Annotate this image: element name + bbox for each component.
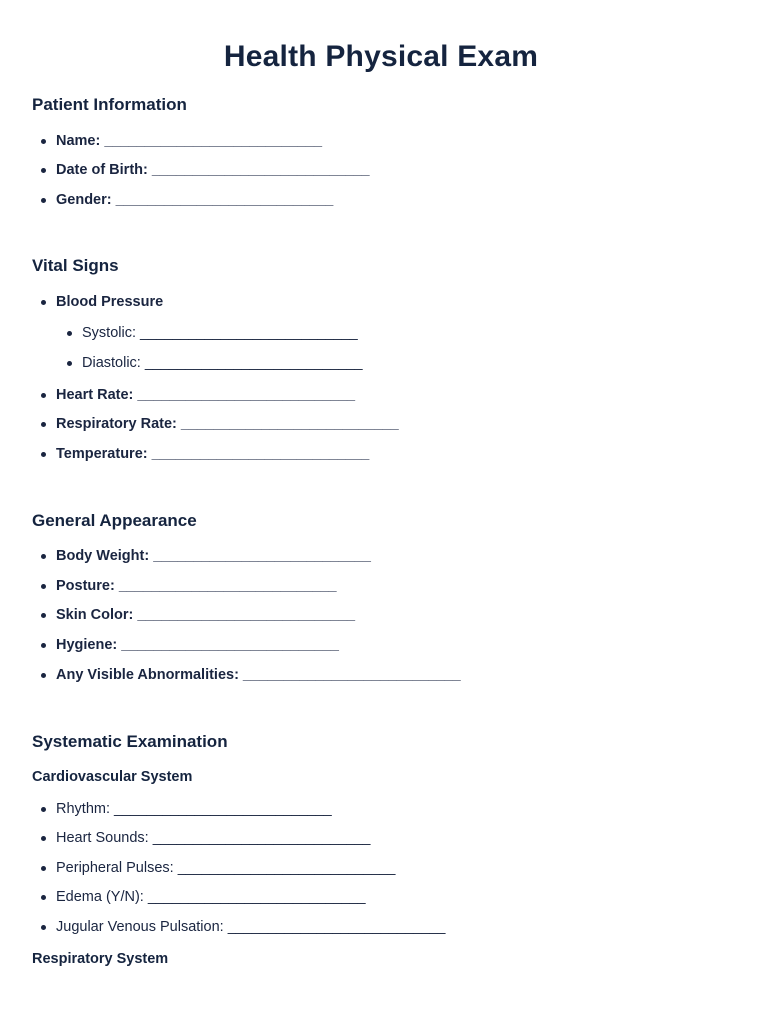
field-heart-rate: Heart Rate: ___________________________ xyxy=(56,387,356,403)
field-rhythm: Rhythm: ___________________________ xyxy=(56,801,332,817)
page-title: Health Physical Exam xyxy=(223,40,539,73)
field-heart-sounds: Heart Sounds: ___________________________ xyxy=(56,830,371,846)
section-heading-general-appearance: General Appearance xyxy=(32,511,197,530)
field-skin-color: Skin Color: ___________________________ xyxy=(56,607,356,623)
field-respiratory-rate: Respiratory Rate: ___________________________ xyxy=(56,416,399,432)
field-name: Name: ___________________________ xyxy=(56,133,323,149)
field-body-weight: Body Weight: ___________________________ xyxy=(56,548,371,564)
section-heading-vital-signs: Vital Signs xyxy=(32,256,119,275)
field-date-of-birth: Date of Birth: ___________________________ xyxy=(56,162,370,178)
field-systolic: Systolic: ___________________________ xyxy=(82,325,358,341)
subheading-respiratory-system: Respiratory System xyxy=(32,951,169,967)
field-jugular-venous-pulsation: Jugular Venous Pulsation: ___________________________ xyxy=(56,919,446,935)
field-hygiene: Hygiene: ___________________________ xyxy=(56,637,339,653)
field-gender: Gender: ___________________________ xyxy=(56,192,334,208)
field-diastolic: Diastolic: ___________________________ xyxy=(82,355,363,371)
field-posture: Posture: ___________________________ xyxy=(56,578,337,594)
field-visible-abnormalities: Any Visible Abnormalities: ___________________________ xyxy=(56,667,461,683)
section-heading-systematic-examination: Systematic Examination xyxy=(32,732,228,751)
field-blood-pressure: Blood Pressure xyxy=(56,294,164,310)
subheading-cardiovascular-system: Cardiovascular System xyxy=(32,769,193,785)
field-temperature: Temperature: ___________________________ xyxy=(56,446,370,462)
section-heading-patient-information: Patient Information xyxy=(32,95,187,114)
field-peripheral-pulses: Peripheral Pulses: ___________________________ xyxy=(56,860,396,876)
field-edema: Edema (Y/N): ___________________________ xyxy=(56,889,366,905)
